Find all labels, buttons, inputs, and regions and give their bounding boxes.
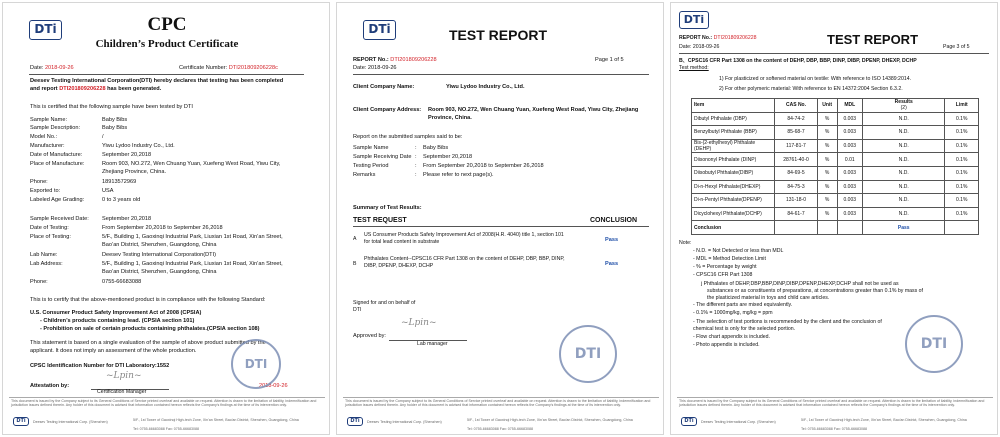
footer-disclaimer: This document is issued by the Company subject to its General Conditions of Service printed overleaf and available on request. Attention is drawn to the limitation of liability, indemnification and jurisdiction issues defined therein. Any holder of this document is advised that information contained hereon reflects the Company's findings at the time of its intervention only. <box>345 399 651 408</box>
note-line: chemical test is only for the selected portion. <box>693 326 796 332</box>
client-address-label: Client Company Address: <box>353 107 422 113</box>
conclusion-row: Conclusion Pass <box>692 221 979 235</box>
cpc-field-value: 18913572969 <box>102 179 137 185</box>
dti-logo-small: DTi <box>347 417 363 426</box>
cpc-note-line: This statement is based on a single evaluation of the sample of above product submitted by the <box>30 340 266 346</box>
report-date: Date: 2018-09-26 <box>353 65 397 71</box>
cpc-field-value: / <box>102 134 104 140</box>
client-address: Province, China. <box>428 115 472 121</box>
footer-contact: Tel: 0755-66683088 Fax: 0755-66683088 <box>801 427 867 431</box>
sample-field-label: Sample Name <box>353 145 389 151</box>
cpc-subtitle: Children’s Product Certificate <box>95 38 239 50</box>
sample-field-value: Baby Bibs <box>423 145 449 151</box>
col-item: Item <box>692 99 775 113</box>
client-name: Yiwu Lydoo Industry Co., Ltd. <box>446 84 525 90</box>
cpc-date: Date: 2018-09-26 <box>30 65 74 71</box>
summary-title: Summary of Test Results: <box>353 205 422 211</box>
note-line: - N.D. = Not Detected or less than MDL <box>693 248 784 254</box>
cpc-field-value: 5/F., Building 1, Gaoxinqi Industrial Park, Liuxian 1st Road, Xin’an Street, <box>102 234 283 240</box>
approver-role: Lab manager <box>417 341 448 347</box>
cpc-field-label: Lab Name: <box>30 252 58 258</box>
col-limit: Limit <box>945 99 979 113</box>
conclusion-value: Pass <box>862 221 945 235</box>
footer-disclaimer: This document is issued by the Company subject to its General Conditions of Service printed overleaf and available on request. Attention is drawn to the limitation of liability, indemnification and jurisdiction issues defined therein. Any holder of this document is advised that information contained hereon reflects the Company's findings at the time of its intervention only. <box>679 399 985 408</box>
cpc-declaration-line-1: Deesev Testing International Corporation(DTI) hereby declares that testing has been completed <box>30 78 284 84</box>
cpc-certify-text: This is certified that the following sample have been tested by DTI <box>30 104 193 110</box>
signed-text: DTI <box>353 307 362 313</box>
cpc-field-label: Sample Name: <box>30 117 67 123</box>
cpc-field-label: Date of Testing: <box>30 225 69 231</box>
table-row: Bis-(2-ethylhexyl) Phthalate (DEHP) 117-81-7 % 0.003 N.D. 0.1% <box>692 139 979 153</box>
test-report-page-1: DTi TEST REPORT REPORT No.: DTI201809206228 Page 1 of 5 Date: 2018-09-26 Client Company Name: Yiwu Lydoo Industry Co., Ltd. Client Company Address: Room 903, NO.272, Wen Chuang Yuan, Xuefeng West Road, Yiwu City, Zhejiang Province, China. Report on the submitted samples said to be: Sample Name : Baby Bibs Sample Receiving Date : September 20,2018 Testing Period : From September 20,2018 to September 26,2018 Remarks : Please refer to next page(s). Summary of Test Results: TEST REQUEST CONCLUSION A US Consumer Products Safety Improvement Act of 2008(H.R. 4040) title 1, section 101 for total lead content in substrate Pass B Phthalates Content--CPSC16 CFR Part 1308 on the content of DEHP, DBP, BBP, DINP, DIBP, DPENP, DHEXP, DCHP Pass Signed for and on behalf of DTI Approved by: ~Lpin~ Lab manager DTI This document is issued by the Company subject to its General Conditions of Service printed overleaf and available on request. Attention is drawn to the limitation of liability, indemnification and jurisdiction issues defined therein. Any holder of this document is advised that information contained hereon reflects the Company's findings at the time of its intervention only. DTi Deesev Testing International Corp. (Shenzhen) 5/F., 1st Tower of Gaoxinqi High-tech Zone, Xin'an Street, Bao'an District, Shenzhen, Guangdong, China Tel: 0755-66683088 Fax: 0755-66683088 <box>336 2 664 435</box>
method-line: 2) For other polymeric material: With reference to EN 14372:2004 Section 6.3.2. <box>719 86 903 92</box>
cpc-declaration-line-2: and report DTI201809206228 has been generated. <box>30 86 162 92</box>
table-row: Dibutyl Phthalate (DBP) 84-74-2 % 0.003 N.D. 0.1% <box>692 112 979 126</box>
dti-logo: DTi <box>363 20 396 40</box>
report-number: REPORT No.: DTI201809206228 <box>679 35 757 41</box>
dti-logo: DTi <box>679 11 709 29</box>
footer-divider <box>9 397 325 398</box>
signed-text: Signed for and on behalf of <box>353 300 416 306</box>
divider <box>353 74 649 75</box>
footer-contact: Tel: 0755-66683088 Fax: 0755-66683088 <box>133 427 199 431</box>
cpc-field-label: Sample Description: <box>30 125 81 131</box>
table-row: Di-n-Hexyl Phthalate(DHEXP) 84-75-3 % 0.003 N.D. 0.1% <box>692 180 979 194</box>
cpc-field-value: 0 to 3 years old <box>102 197 141 203</box>
section-title: B、CPSC16 CFR Part 1308 on the content of DEHP, DBP, BBP, DINP, DIBP, DPENP, DHEXP, DCHP <box>679 58 917 64</box>
dti-logo-small: DTi <box>13 417 29 426</box>
dti-logo: DTi <box>29 20 62 40</box>
method-label: Test method: <box>679 65 709 71</box>
approved-label: Approved by: <box>353 333 386 339</box>
cpc-certificate-number: Certificate Number: DTI201809206228c <box>179 65 278 71</box>
table-row: Dicyclohexyl Phthalate(DCHP) 84-61-7 % 0.003 N.D. 0.1% <box>692 207 979 221</box>
results-table <box>691 98 979 235</box>
note-line: the plasticized material in toys and child care articles. <box>707 295 830 301</box>
report-number: REPORT No.: DTI201809206228 <box>353 57 437 63</box>
table-header-row <box>692 99 979 113</box>
cpc-field-value: September 20,2018 <box>102 152 152 158</box>
note-line: - CPSC16 CFR Part 1308 <box>693 272 753 278</box>
report-page: Page 1 of 5 <box>595 57 624 63</box>
conclusion-header: CONCLUSION <box>590 217 638 224</box>
divider <box>679 53 989 54</box>
cpc-field-label: Model No.: <box>30 134 58 140</box>
cpc-field-label: Phone: <box>30 279 48 285</box>
cpc-field-value: Baby Bibs <box>102 117 128 123</box>
divider <box>29 74 304 75</box>
cpc-field-label: Exported to: <box>30 188 61 194</box>
sample-field-value: From September 20,2018 to September 26,2018 <box>423 163 544 169</box>
note-line: - The different parts are mixed equivalently. <box>693 302 793 308</box>
request-result: Pass <box>605 237 619 243</box>
attestation-label: Attestation by: <box>30 383 70 389</box>
request-letter: B <box>353 261 357 267</box>
submitted-text: Report on the submitted samples said to be: <box>353 134 463 140</box>
cpc-certificate-page <box>2 2 330 435</box>
note-line: j Phthalates of DEHP,DBP,BBP,DINP,DIBP,DPENP,DHEXP,DCHP shall not be used as <box>701 281 899 287</box>
cpc-field-value: 0755-66683088 <box>102 279 142 285</box>
col-mdl: MDL <box>837 99 862 113</box>
signature: ~Lpin~ <box>106 371 142 381</box>
request-text: Phthalates Content--CPSC16 CFR Part 1308 on the content of DEHP, DBP, BBP, DINP, <box>364 256 565 262</box>
note-line: - % = Percentage by weight <box>693 264 757 270</box>
footer-address: 5/F., 1st Tower of Gaoxinqi High-tech Zone, Xin'an Street, Bao'an District, Shenzhen, Guangdong, China <box>133 418 299 422</box>
sample-field-label: Sample Receiving Date <box>353 154 412 160</box>
cpc-compliance-text: This is to certify that the above-mentioned product is in compliance with the following Standard: <box>30 297 266 303</box>
footer-address: 5/F., 1st Tower of Gaoxinqi High-tech Zone, Xin'an Street, Bao'an District, Shenzhen, Guangdong, China <box>801 418 967 422</box>
col-results: Results (2) <box>862 99 945 113</box>
note-line: - 0.1% = 1000mg/kg, mg/kg = ppm <box>693 310 773 316</box>
request-text: US Consumer Products Safety Improvement Act of 2008(H.R. 4040) title 1, section 101 <box>364 232 564 238</box>
cpc-field-value: From September 20,2018 to September 26,2018 <box>102 225 223 231</box>
note-label: Note: <box>679 240 692 246</box>
cpc-title: CPC <box>147 14 187 35</box>
col-cas: CAS No. <box>775 99 817 113</box>
cpc-field-label: Lab Address: <box>30 261 63 267</box>
note-line: - Photo appendix is included. <box>693 342 760 348</box>
table-row: Di-n-Pentyl Phthalate(DPENP) 131-18-0 % 0.003 N.D. 0.1% <box>692 194 979 208</box>
cpc-field-value: 5/F., Building 1, Gaoxinqi Industrial Park, Liuxian 1st Road, Xin’an Street, <box>102 261 283 267</box>
footer-contact: Tel: 0755-66683088 Fax: 0755-66683088 <box>467 427 533 431</box>
dti-logo-small: DTi <box>681 417 697 426</box>
request-letter: A <box>353 236 357 242</box>
cpc-field-label: Manufacturer: <box>30 143 65 149</box>
footer-company: Deesev Testing International Corp. (Shenzhen) <box>33 420 108 424</box>
footer-address: 5/F., 1st Tower of Gaoxinqi High-tech Zone, Xin'an Street, Bao'an District, Shenzhen, Guangdong, China <box>467 418 633 422</box>
attestation-role: Certification Manager <box>97 389 147 395</box>
report-title: TEST REPORT <box>827 32 919 47</box>
cpc-field-label: Place of Manufacture: <box>30 161 85 167</box>
test-report-page-3 <box>670 2 998 435</box>
footer-company: Deesev Testing International Corp. (Shenzhen) <box>367 420 442 424</box>
method-line: 1) For plasticized or softened material on textile: With reference to ISO 14389:2014. <box>719 76 912 82</box>
footer-divider <box>677 397 993 398</box>
footer-disclaimer: This document is issued by the Company subject to its General Conditions of Service printed overleaf and available on request. Attention is drawn to the limitation of liability, indemnification and jurisdiction issues defined therein. Any holder of this document is advised that information contained hereon reflects the Company's findings at the time of its intervention only. <box>11 399 317 408</box>
cpc-standard-title: U.S. Consumer Product Safety Improvement Act of 2008 (CPSIA) <box>30 310 202 316</box>
report-title: TEST REPORT <box>449 27 548 43</box>
sample-field-label: Remarks <box>353 172 376 178</box>
note-line: - Flow chart appendix is included. <box>693 334 770 340</box>
cpc-field-label: Place of Testing: <box>30 234 71 240</box>
sample-field-value: September 20,2018 <box>423 154 473 160</box>
col-unit: Unit <box>817 99 837 113</box>
client-name-label: Client Company Name: <box>353 84 415 90</box>
cpc-field-value: Baby Bibs <box>102 125 128 131</box>
table-row: Diisononyl Phthalate (DINP) 28761-40-0 % 0.01 N.D. 0.1% <box>692 153 979 167</box>
cpc-note-line: applicant. It does not imply an assessment of the whole production. <box>30 348 197 354</box>
cpc-field-value: Room 903, NO.272, Wen Chuang Yuan, Xuefeng West Road, Yiwu City, <box>102 161 281 167</box>
cpc-field-value: Bao’an District, Shenzhen, Guangdong, China <box>102 269 217 275</box>
report-page: Page 3 of 5 <box>943 44 970 50</box>
sample-field-value: Please refer to next page(s). <box>423 172 494 178</box>
footer-company: Deesev Testing International Corp. (Shenzhen) <box>701 420 776 424</box>
cpc-field-value: Zhejiang Province, China. <box>102 169 167 175</box>
company-seal: DTI <box>905 315 963 373</box>
attestation-date: 2018-09-26 <box>259 383 288 389</box>
report-date: Date: 2018-09-26 <box>679 44 720 50</box>
cpc-standard-item: - Prohibition on sale of certain products containing phthalates.(CPSIA section 108) <box>40 326 260 332</box>
cpc-field-label: Labeled Age Grading: <box>30 197 85 203</box>
cpc-field-value: Yiwu Lydoo Industry Co., Ltd. <box>102 143 175 149</box>
client-address: Room 903, NO.272, Wen Chuang Yuan, Xuefeng West Road, Yiwu City, Zhejiang <box>428 107 639 113</box>
note-line: - The selection of test portions is recommended by the client and the conclusion of <box>693 319 882 325</box>
test-request-header: TEST REQUEST <box>353 217 407 224</box>
cpc-field-value: USA <box>102 188 114 194</box>
cpc-field-value: Bao’an District, Shenzhen, Guangdong, China <box>102 242 217 248</box>
cpc-field-label: Sample Received Date: <box>30 216 89 222</box>
cpc-field-value: Deesev Testing International Corporation(DTI) <box>102 252 217 258</box>
note-line: substances or as constituents of preparations, at concentrations greater than 0.1% by mass of <box>707 288 923 294</box>
cpsc-id-number: CPSC Identification Number for DTI Laboratory:1552 <box>30 363 170 369</box>
request-result: Pass <box>605 261 619 267</box>
table-row: Benzylbutyl Phthalate (BBP) 85-68-7 % 0.003 N.D. 0.1% <box>692 126 979 140</box>
cpc-field-label: Date of Manufacture: <box>30 152 83 158</box>
divider <box>353 226 649 227</box>
note-line: - MDL = Method Detection Limit <box>693 256 766 262</box>
company-seal: DTI <box>559 325 617 383</box>
footer-divider <box>343 397 659 398</box>
signature: ~Lpin~ <box>401 318 437 328</box>
request-text: for total lead content in substrate <box>364 239 440 245</box>
table-row: Diisobutyl Phthalate(DIBP) 84-69-5 % 0.003 N.D. 0.1% <box>692 166 979 180</box>
request-text: DIBP, DPENP, DHEXP, DCHP <box>364 263 434 269</box>
cpc-field-label: Phone: <box>30 179 48 185</box>
sample-field-label: Testing Period <box>353 163 389 169</box>
cpc-field-value: September 20,2018 <box>102 216 152 222</box>
cpc-standard-item: - Children’s products containing lead. (CPSIA section 101) <box>40 318 195 324</box>
company-seal: DTI <box>231 339 281 389</box>
